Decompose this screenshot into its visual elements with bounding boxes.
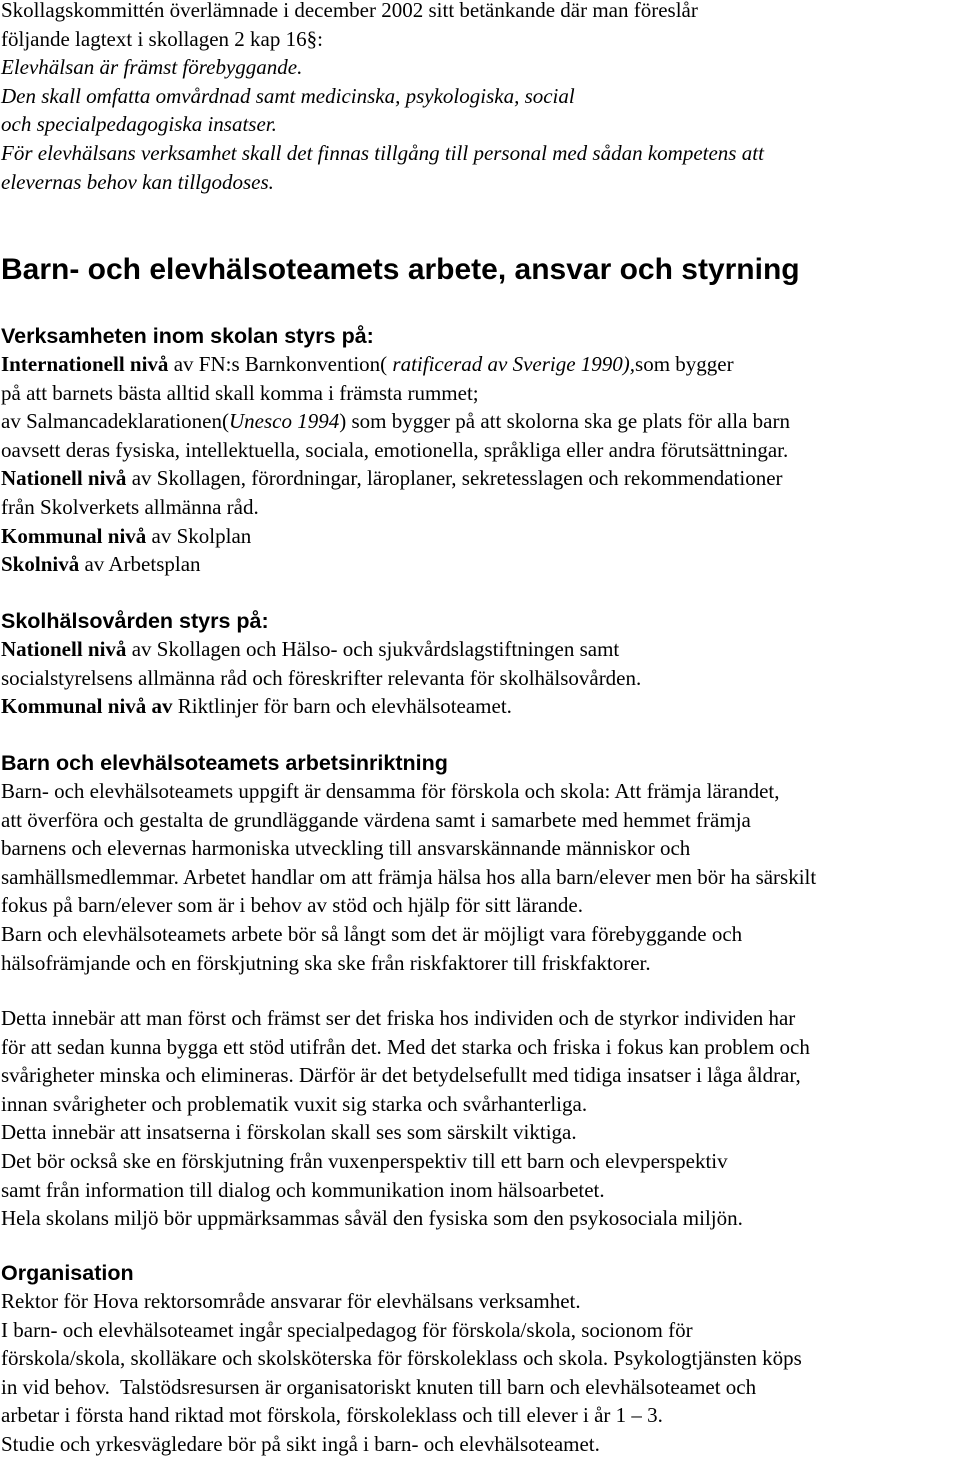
section-arbetsinriktning bbox=[1, 749, 816, 977]
paragraph-line: innan svårigheter och problematik vuxit sig starka och svårhanterliga. bbox=[1, 1091, 588, 1116]
national-text: av Skollagen, förordningar, läroplaner, sekretesslagen och rekommendationer bbox=[126, 466, 783, 491]
intro-block bbox=[1, 0, 764, 196]
intro-quote-line: Den skall omfatta omvårdnad samt medicinska, psykologiska, social bbox=[1, 83, 575, 108]
international-line bbox=[1, 350, 790, 379]
paragraph-line: Barn och elevhälsoteamets arbete bör så långt som det är möjligt vara förebyggande och bbox=[1, 921, 743, 946]
international-text-end: som bygger bbox=[635, 352, 734, 376]
municipal-label: Kommunal nivå av bbox=[1, 694, 173, 719]
paragraph-line: svårigheter minska och elimineras. Därför är det betydelsefullt med tidiga insatser i låga åldrar, bbox=[1, 1063, 801, 1088]
school-label: Skolnivå bbox=[1, 552, 80, 577]
intro-quote-line: elevernas behov kan tillgodoses. bbox=[1, 169, 274, 194]
salamanca-line bbox=[1, 407, 790, 436]
intro-quote-line: och specialpedagogiska insatser. bbox=[1, 112, 277, 137]
paragraph-line: arbetar i första hand riktad mot förskola, förskoleklass och till elever i år 1 – 3. bbox=[1, 1403, 663, 1428]
section-line: på att barnets bästa alltid skall komma i främsta rummet; bbox=[1, 380, 479, 405]
salamanca-text: av Salmancadeklarationen( bbox=[1, 409, 229, 434]
section-heading: Skolhälsovården styrs på: bbox=[1, 609, 269, 633]
municipal-text: Riktlinjer för barn och elevhälsoteamet. bbox=[172, 694, 512, 719]
intro-quote-line: Elevhälsan är främst förebyggande. bbox=[1, 55, 303, 80]
school-text: av Arbetsplan bbox=[79, 552, 201, 577]
national-line bbox=[1, 635, 641, 664]
section-heading: Verksamheten inom skolan styrs på: bbox=[1, 324, 374, 348]
paragraph-line: Hela skolans miljö bör uppmärksammas såväl den fysiska som den psykosociala miljön. bbox=[1, 1206, 743, 1231]
international-italic: ratificerad av Sverige 1990), bbox=[392, 352, 636, 376]
municipal-text: av Skolplan bbox=[146, 523, 252, 548]
international-label: Internationell nivå bbox=[1, 352, 169, 376]
national-label: Nationell nivå bbox=[1, 466, 127, 491]
paragraph-line: I barn- och elevhälsoteamet ingår specialpedagog för förskola/skola, socionom för bbox=[1, 1317, 693, 1342]
salamanca-italic: Unesco 1994 bbox=[228, 409, 340, 434]
section-heading: Organisation bbox=[1, 1261, 134, 1285]
section-heading: Barn och elevhälsoteamets arbetsinriktning bbox=[1, 751, 448, 775]
paragraph-line: hälsofrämjande och en förskjutning ska ske från riskfaktorer till friskfaktorer. bbox=[1, 950, 651, 975]
municipal-line bbox=[1, 692, 641, 721]
paragraph-line: fokus på barn/elever som är i behov av stöd och hjälp för sitt lärande. bbox=[1, 893, 583, 918]
paragraph-line: att överföra och gestalta de grundläggande värdena samt i samarbete med hemmet främja bbox=[1, 807, 751, 832]
section-skolhalsovarden bbox=[1, 607, 641, 721]
national-line bbox=[1, 464, 790, 493]
national-text: av Skollagen och Hälso- och sjukvårdslagstiftningen samt bbox=[126, 637, 620, 661]
municipal-label: Kommunal nivå bbox=[1, 523, 147, 548]
section-line: oavsett deras fysiska, intellektuella, sociala, emotionella, språkliga eller andra förutsättningar. bbox=[1, 437, 789, 462]
section-line: från Skolverkets allmänna råd. bbox=[1, 494, 259, 519]
municipal-line bbox=[1, 522, 790, 551]
section-verksamheten bbox=[1, 322, 790, 579]
section-line: socialstyrelsens allmänna råd och föreskrifter relevanta för skolhälsovården. bbox=[1, 665, 642, 690]
paragraph-line: Rektor för Hova rektorsområde ansvarar för elevhälsans verksamhet. bbox=[1, 1289, 581, 1313]
main-heading: Barn- och elevhälsoteamets arbete, ansvar och styrning bbox=[1, 253, 800, 286]
international-text: av FN:s Barnkonvention( bbox=[168, 352, 393, 376]
section-organisation bbox=[1, 1259, 802, 1459]
paragraph-line: Detta innebär att man först och främst ser det friska hos individen och de styrkor individen har bbox=[1, 1006, 796, 1030]
paragraph-line: Studie och yrkesvägledare bör på sikt ingå i barn- och elevhälsoteamet. bbox=[1, 1431, 600, 1456]
national-label: Nationell nivå bbox=[1, 637, 127, 661]
intro-quote-line: För elevhälsans verksamhet skall det finnas tillgång till personal med sådan kompetens att bbox=[1, 140, 764, 165]
paragraph-line: för att sedan kunna bygga ett stöd utifrån det. Med det starka och friska i fokus kan problem och bbox=[1, 1034, 810, 1059]
paragraph-line: Det bör också ske en förskjutning från vuxenperspektiv till ett barn och elevperspektiv bbox=[1, 1148, 728, 1173]
school-line bbox=[1, 550, 790, 579]
paragraph-line: samt från information till dialog och kommunikation inom hälsoarbetet. bbox=[1, 1177, 605, 1202]
paragraph-line: förskola/skola, skolläkare och skolsköterska för förskoleklass och skola. Psykologtjänsten köps bbox=[1, 1346, 802, 1371]
salamanca-text-end: ) som bygger på att skolorna ska ge plats för alla barn bbox=[339, 409, 791, 434]
paragraph-line: Detta innebär att insatserna i förskolan skall ses som särskilt viktiga. bbox=[1, 1120, 577, 1145]
paragraph-line: in vid behov. Talstödsresursen är organisatoriskt knuten till barn och elevhälsoteamet och bbox=[1, 1374, 757, 1399]
paragraph-line: Barn- och elevhälsoteamets uppgift är densamma för förskola och skola: Att främja lärandet, bbox=[1, 779, 780, 803]
intro-line: följande lagtext i skollagen 2 kap 16§: bbox=[1, 26, 323, 51]
paragraph-line: samhällsmedlemmar. Arbetet handlar om att främja hälsa hos alla barn/elever men bör ha särskilt bbox=[1, 864, 817, 889]
section-arbetsinriktning-cont bbox=[1, 1004, 810, 1233]
intro-line: Skollagskommittén överlämnade i december 2002 sitt betänkande där man föreslår bbox=[1, 0, 698, 22]
paragraph-line: barnens och elevernas harmoniska utveckling till ansvarskännande människor och bbox=[1, 836, 691, 861]
